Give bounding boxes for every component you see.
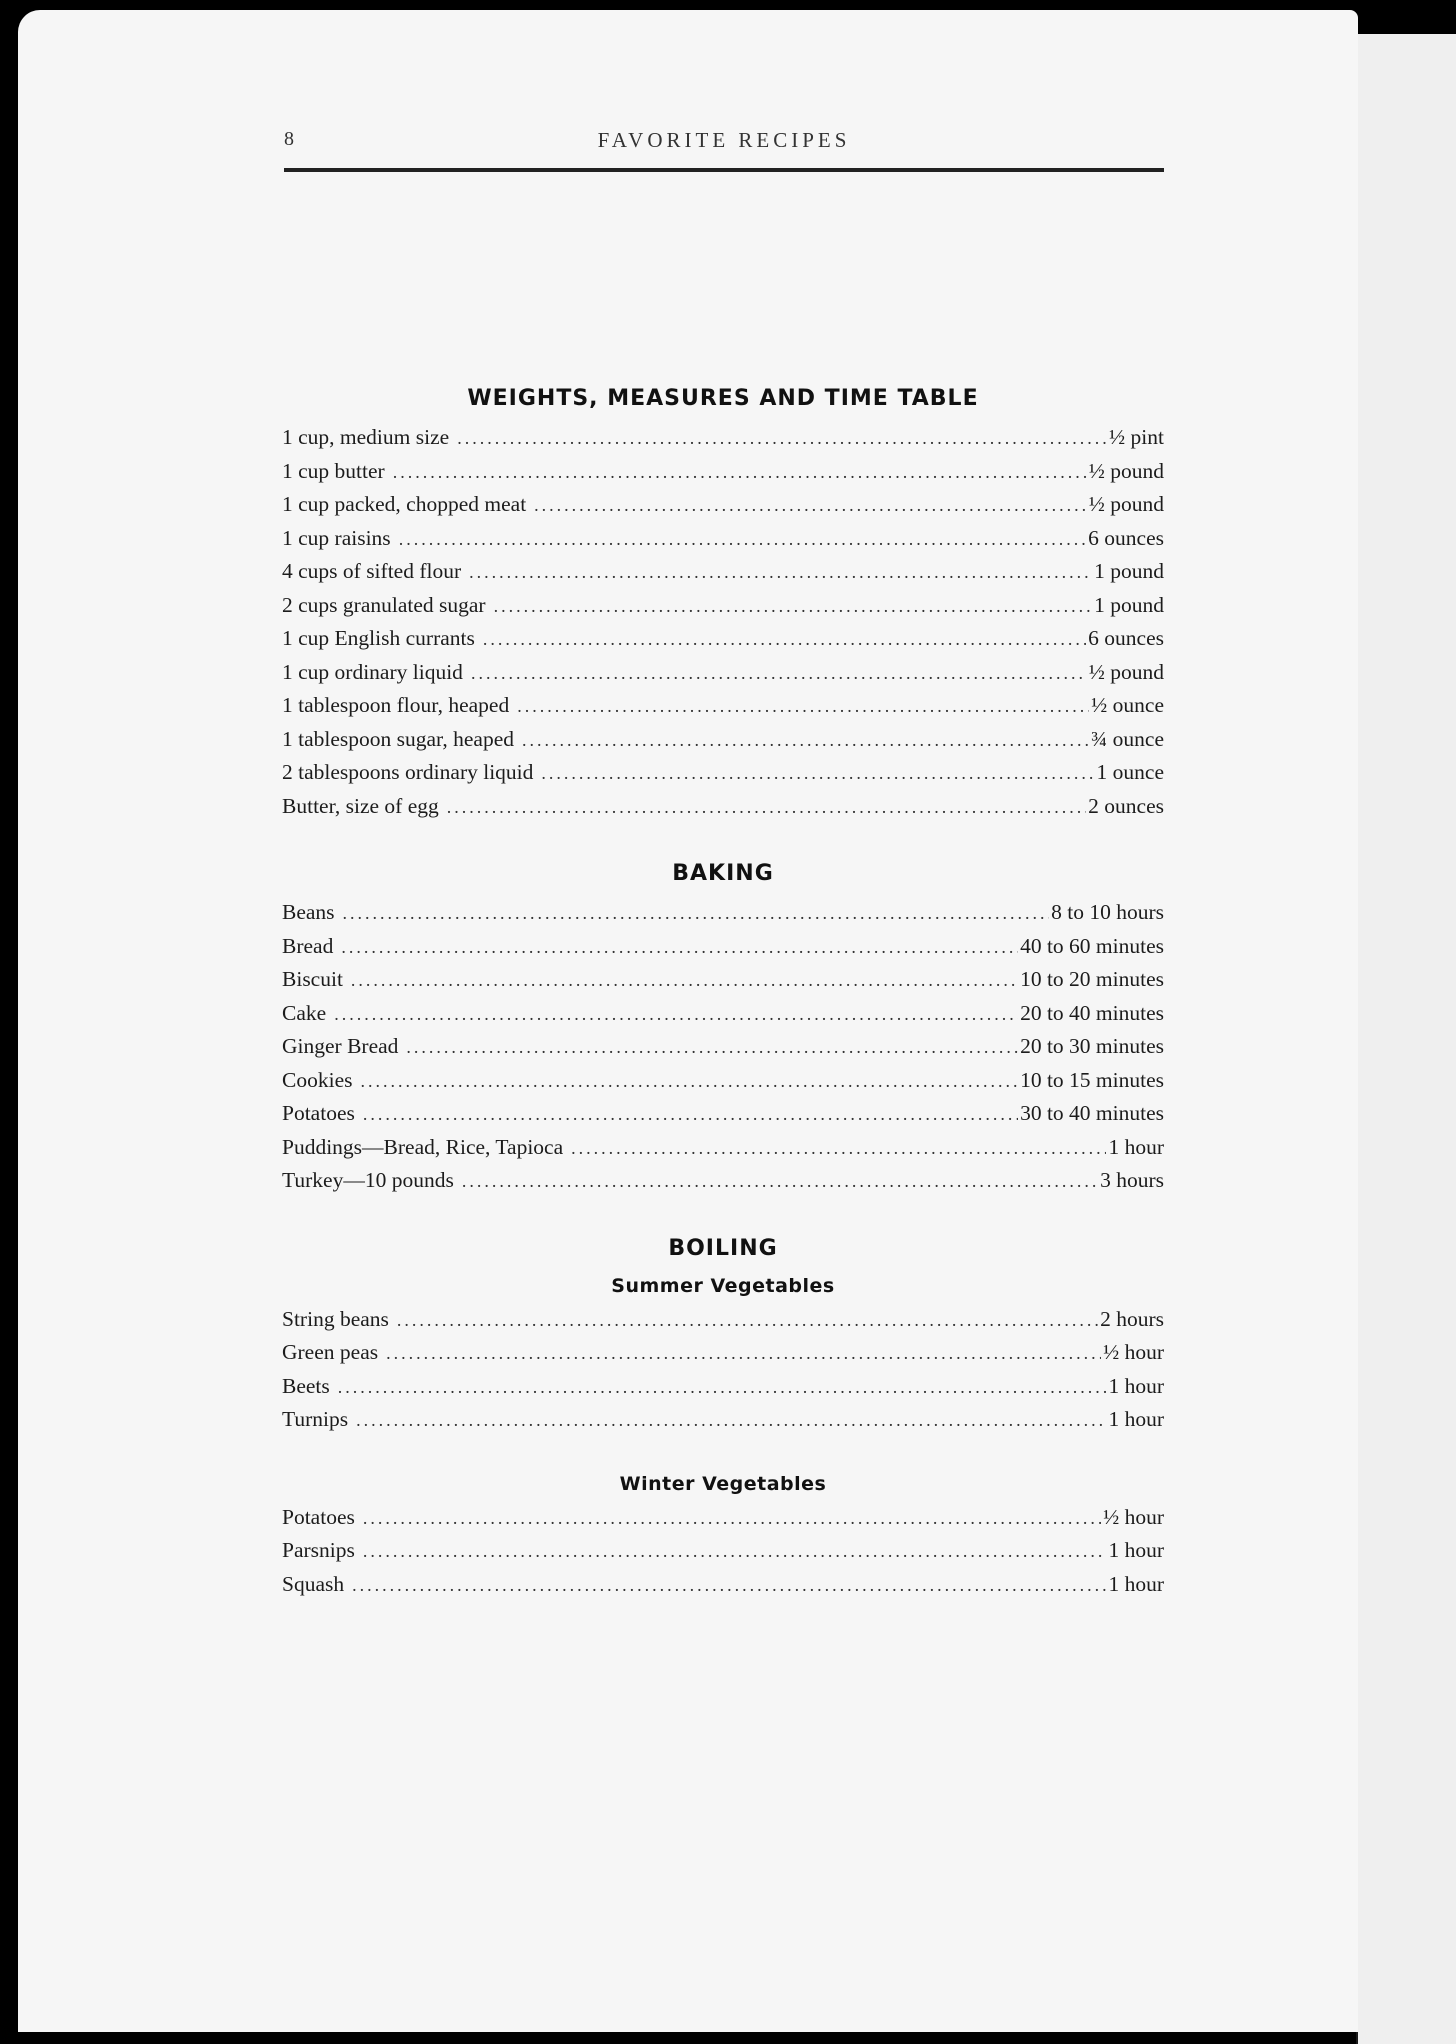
entry-value: 1 hour (1108, 1134, 1164, 1159)
entry-value: 10 to 15 minutes (1020, 1067, 1164, 1092)
list-item (282, 693, 1164, 727)
leader-dots (522, 730, 1089, 751)
entry-value: ½ hour (1103, 1340, 1164, 1364)
entry-value: 30 to 40 minutes (1020, 1101, 1164, 1125)
entry-value: ½ pound (1088, 458, 1164, 483)
running-head: FAVORITE RECIPES (597, 128, 851, 152)
list-item (282, 967, 1164, 1001)
leader-dots (534, 495, 1087, 516)
entry-label: Bread (282, 933, 334, 958)
leader-dots (341, 937, 1018, 958)
entry-value: ½ pound (1088, 492, 1164, 516)
entry-label: 1 tablespoon flour, heaped (282, 693, 510, 717)
list-item (282, 1168, 1164, 1202)
list-item (282, 1101, 1164, 1135)
leader-dots (360, 1071, 1018, 1092)
entry-value: 1 ounce (1096, 760, 1164, 784)
entry-label: Biscuit (282, 967, 343, 991)
entry-label: Puddings—Bread, Rice, Tapioca (282, 1134, 564, 1159)
entry-value: 6 ounces (1088, 525, 1164, 550)
leader-dots (363, 1541, 1107, 1562)
entry-label: 1 tablespoon sugar, heaped (282, 726, 514, 751)
page-header (284, 124, 1164, 164)
baking-title: BAKING (672, 861, 774, 886)
list-item (282, 1307, 1164, 1341)
entry-value: 1 hour (1108, 1407, 1164, 1431)
entry-value: 3 hours (1100, 1168, 1164, 1192)
entry-value: 10 to 20 minutes (1020, 967, 1164, 991)
leader-dots (447, 797, 1086, 818)
boiling-title: BOILING (668, 1235, 778, 1261)
entry-label: Parsnips (282, 1538, 355, 1562)
winter-vegetables-title: Winter Vegetables (619, 1472, 827, 1495)
entry-value: 20 to 40 minutes (1020, 1000, 1164, 1025)
entry-value: 8 to 10 hours (1051, 900, 1164, 924)
entry-label: String beans (282, 1306, 389, 1331)
entry-label: 2 cups granulated sugar (282, 592, 486, 617)
leader-dots (469, 562, 1092, 583)
entry-label: 4 cups of sifted flour (282, 559, 462, 583)
weights-measures-title: WEIGHTS, MEASURES AND TIME TABLE (467, 386, 979, 411)
leader-dots (386, 1343, 1101, 1364)
list-item (282, 626, 1164, 660)
list-item (282, 794, 1164, 828)
list-item (282, 1572, 1164, 1606)
entry-label: 2 tablespoons ordinary liquid (282, 760, 534, 784)
entry-value: ½ pint (1109, 425, 1164, 449)
list-item (282, 1068, 1164, 1102)
entry-label: Green peas (282, 1340, 379, 1364)
list-item (282, 727, 1164, 761)
entry-label: 1 cup butter (282, 458, 385, 483)
entry-value: 40 to 60 minutes (1020, 933, 1164, 958)
entry-label: Squash (282, 1571, 345, 1596)
leader-dots (351, 970, 1018, 991)
list-item (282, 660, 1164, 694)
leader-dots (397, 1310, 1098, 1331)
entry-value: 1 hour (1108, 1373, 1164, 1398)
list-item (282, 559, 1164, 593)
leader-dots (334, 1004, 1018, 1025)
list-item (282, 900, 1164, 934)
entry-label: Beans (282, 900, 335, 924)
entry-label: 1 cup, medium size (282, 425, 450, 449)
entry-value: 1 pound (1094, 559, 1164, 583)
page-content (282, 386, 1164, 1605)
entry-label: 1 cup ordinary liquid (282, 659, 463, 684)
entry-label: Butter, size of egg (282, 793, 439, 818)
adjacent-page-edge (1356, 34, 1456, 2044)
list-item (282, 1135, 1164, 1169)
list-item (282, 1538, 1164, 1572)
leader-dots (462, 1171, 1098, 1192)
header-rule (284, 168, 1164, 172)
leader-dots (457, 428, 1107, 449)
list-item (282, 593, 1164, 627)
entry-label: Turkey—10 pounds (282, 1168, 454, 1192)
entry-value: ½ ounce (1091, 693, 1164, 717)
entry-label: 1 cup English currants (282, 626, 475, 650)
entry-value: 6 ounces (1088, 626, 1164, 650)
entry-label: Turnips (282, 1407, 349, 1431)
entry-value: 1 hour (1108, 1538, 1164, 1562)
page-number: 8 (284, 128, 294, 150)
entry-label: Ginger Bread (282, 1034, 399, 1058)
leader-dots (471, 663, 1087, 684)
leader-dots (571, 1138, 1106, 1159)
leader-dots (483, 629, 1086, 650)
list-item (282, 934, 1164, 968)
leader-dots (363, 1508, 1101, 1529)
entry-label: Potatoes (282, 1504, 355, 1529)
leader-dots (338, 1377, 1107, 1398)
leader-dots (399, 529, 1086, 550)
entry-label: Cookies (282, 1067, 353, 1092)
leader-dots (356, 1410, 1106, 1431)
list-item (282, 1505, 1164, 1539)
leader-dots (343, 903, 1050, 924)
entry-value: ½ hour (1103, 1504, 1164, 1529)
winter-vegetables-list (282, 1505, 1164, 1606)
entry-label: 1 cup packed, chopped meat (282, 492, 527, 516)
baking-list (282, 900, 1164, 1202)
weights-measures-list (282, 425, 1164, 827)
entry-value: 2 hours (1100, 1306, 1164, 1331)
entry-value: 20 to 30 minutes (1020, 1034, 1164, 1058)
list-item (282, 1374, 1164, 1408)
list-item (282, 1034, 1164, 1068)
list-item (282, 1407, 1164, 1441)
entry-label: Beets (282, 1373, 330, 1398)
leader-dots (363, 1104, 1018, 1125)
leader-dots (517, 696, 1089, 717)
leader-dots (393, 462, 1087, 483)
summer-vegetables-title: Summer Vegetables (611, 1274, 835, 1297)
entry-value: 1 pound (1094, 592, 1164, 617)
entry-label: Cake (282, 1000, 327, 1025)
entry-value: ¾ ounce (1091, 726, 1164, 751)
entry-value: ½ pound (1088, 659, 1164, 684)
list-item (282, 459, 1164, 493)
list-item (282, 425, 1164, 459)
list-item (282, 1001, 1164, 1035)
entry-label: Potatoes (282, 1101, 355, 1125)
list-item (282, 526, 1164, 560)
leader-dots (541, 763, 1094, 784)
list-item (282, 1340, 1164, 1374)
list-item (282, 492, 1164, 526)
leader-dots (352, 1575, 1106, 1596)
leader-dots (494, 596, 1093, 617)
entry-label: 1 cup raisins (282, 525, 391, 550)
leader-dots (406, 1037, 1018, 1058)
summer-vegetables-list (282, 1307, 1164, 1441)
entry-value: 2 ounces (1088, 793, 1164, 818)
entry-value: 1 hour (1108, 1571, 1164, 1596)
list-item (282, 760, 1164, 794)
